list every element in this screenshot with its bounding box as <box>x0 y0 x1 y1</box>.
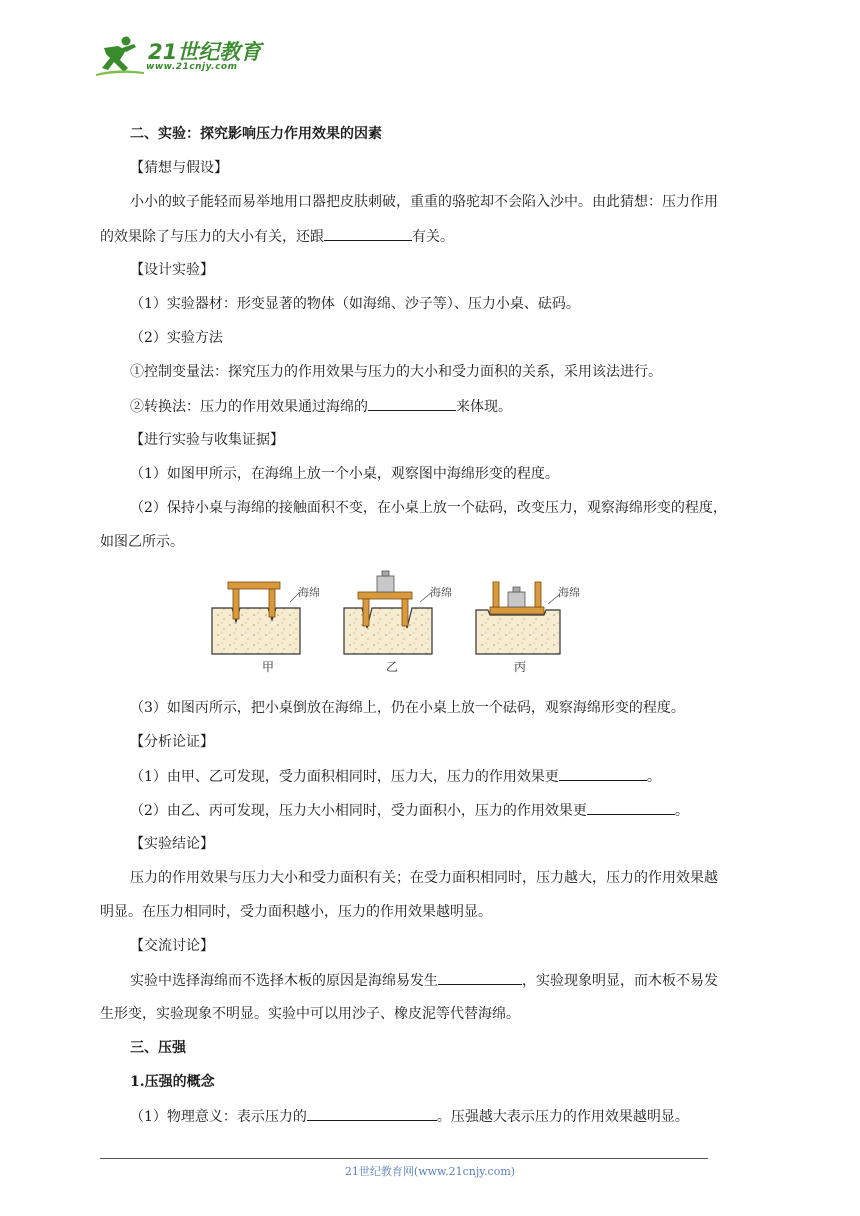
discussion-line-2: 生形变，实验现象不明显。实验中可以用沙子、橡皮泥等代替海绵。 <box>100 1006 520 1022</box>
analysis-item-2 <box>130 800 689 821</box>
conclusion-line-1: 压力的作用效果与压力大小和受力面积有关；在受力面积相同时，压力越大，压力的作用效果越 <box>130 870 718 886</box>
discussion-line-1-text: 实验中选择海绵而不选择木板的原因是海绵易发生 <box>130 973 438 989</box>
conclusion-line-2: 明显。在压力相同时，受力面积越小，压力的作用效果越明显。 <box>100 904 492 920</box>
guess-line-2 <box>100 226 454 247</box>
runner-icon <box>96 34 148 78</box>
analysis-item-2-tail: 。 <box>674 803 689 819</box>
figure-bing <box>476 582 560 654</box>
figure-jia <box>212 582 300 654</box>
guess-line-2-text: 的效果除了与压力的大小有关，还跟 <box>100 229 324 245</box>
procedure-step-2-line-2: 如图乙所示。 <box>100 534 184 550</box>
answer-blank[interactable] <box>307 1106 437 1121</box>
design-method-2-text: ②转换法：压力的作用效果通过海绵的 <box>130 399 368 415</box>
section-3-subtitle: 1.压强的概念 <box>130 1074 215 1090</box>
answer-blank[interactable] <box>438 970 522 985</box>
conclusion-heading: 【实验结论】 <box>130 836 214 852</box>
analysis-item-1 <box>130 766 661 787</box>
analysis-item-1-text: （1）由甲、乙可发现，受力面积相同时，压力大，压力的作用效果更 <box>130 769 559 785</box>
guess-heading: 【猜想与假设】 <box>130 160 228 176</box>
procedure-step-3: （3）如图丙所示，把小桌倒放在海绵上，仍在小桌上放一个砝码，观察海绵形变的程度。 <box>130 700 685 716</box>
footer-divider <box>100 1158 708 1159</box>
discussion-line-1 <box>130 970 718 991</box>
site-logo <box>96 34 266 78</box>
section-3-item-1-text: （1）物理意义：表示压力的 <box>130 1109 307 1125</box>
design-method-2 <box>130 396 512 417</box>
design-item-1: （1）实验器材：形变显著的物体（如海绵、沙子等）、压力小桌、砝码。 <box>130 296 580 312</box>
discussion-line-1-tail: ，实验现象明显，而木板不易发 <box>522 973 718 989</box>
caption-yi: 乙 <box>386 660 399 674</box>
design-method-1: ①控制变量法：探究压力的作用效果与压力的大小和受力面积的关系，采用该法进行。 <box>130 364 662 380</box>
logo-brand: 21世纪教育 <box>148 40 262 64</box>
procedure-step-2-line-1: （2）保持小桌与海绵的接触面积不变，在小桌上放一个砝码，改变压力，观察海绵形变的程度， <box>130 500 727 516</box>
design-heading: 【设计实验】 <box>130 262 214 278</box>
procedure-heading: 【进行实验与收集证据】 <box>130 432 284 448</box>
design-item-2: （2）实验方法 <box>130 330 223 346</box>
guess-line-2-tail: 有关。 <box>412 229 454 245</box>
figure-yi <box>344 571 432 654</box>
sponge-label: 海绵 <box>298 586 320 599</box>
analysis-item-2-text: （2）由乙、丙可发现，压力大小相同时，受力面积小，压力的作用效果更 <box>130 803 587 819</box>
discussion-heading: 【交流讨论】 <box>130 938 214 954</box>
answer-blank[interactable] <box>587 800 675 815</box>
answer-blank[interactable] <box>559 766 647 781</box>
sponge-label: 海绵 <box>558 586 580 599</box>
caption-bing: 丙 <box>514 660 527 674</box>
footer-text[interactable]: 21世纪教育网(www.21cnjy.com) <box>344 1165 516 1178</box>
answer-blank[interactable] <box>324 226 412 241</box>
design-method-2-tail: 来体现。 <box>456 399 512 415</box>
section-3-title: 三、压强 <box>130 1040 186 1056</box>
answer-blank[interactable] <box>368 396 456 411</box>
procedure-step-1: （1）如图甲所示，在海绵上放一个小桌，观察图中海绵形变的程度。 <box>130 466 559 482</box>
analysis-item-1-tail: 。 <box>646 769 661 785</box>
experiment-figure <box>0 562 860 682</box>
section-title: 二、实验：探究影响压力作用效果的因素 <box>130 126 382 142</box>
analysis-heading: 【分析论证】 <box>130 734 214 750</box>
logo-url: www.21cnjy.com <box>146 62 238 72</box>
caption-jia: 甲 <box>262 660 275 674</box>
guess-line-1: 小小的蚊子能轻而易举地用口器把皮肤刺破，重重的骆驼却不会陷入沙中。由此猜想：压力作用 <box>130 194 718 210</box>
section-3-item-1-tail: 。压强越大表示压力的作用效果越明显。 <box>436 1109 689 1125</box>
sponge-label: 海绵 <box>430 586 452 599</box>
section-3-item-1 <box>130 1106 689 1127</box>
